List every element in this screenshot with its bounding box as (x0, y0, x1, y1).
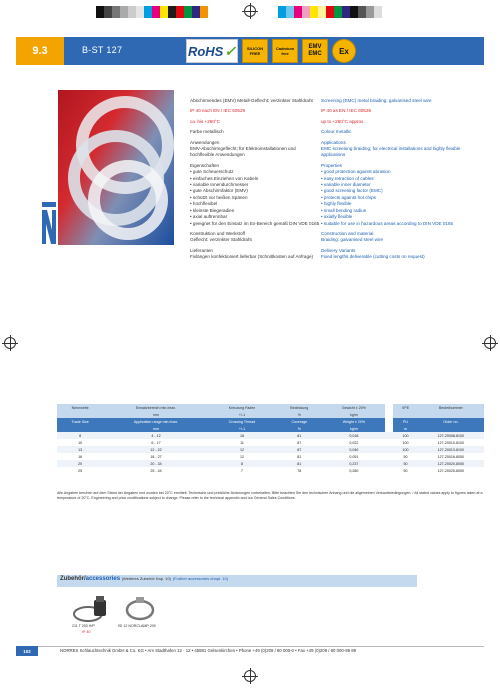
delivery-title-en: Delivery Variants (321, 247, 356, 253)
accessories-title: Zubehör/accessories (Weiteres Zubehör Kap. 10) (Further accessories chapt. 10) (60, 576, 229, 582)
footer-address: NORRES Schlauchtechnik GmbH & Co. KG • Am Stadthafen 12 - 12 • 45881 Gelsenkirchen • Phone +49 (0)209 / 80 000-0 • Fax +49 (0)209 / 80 000-99 99 (60, 648, 356, 653)
delivery-text-en: Fixed lengths deliverable (cutting costs on request) (321, 254, 425, 260)
table-row: 20 20 - 34 8 81 0,237 50 127-20020-8050 (57, 460, 484, 467)
list-item: • geeignet für den Einsatz im Ex-Bereich gemäß DIN VDE 0165 (190, 221, 320, 227)
list-item: • einfaches Einziehen von Kabeln (190, 176, 320, 182)
registration-mark-right (484, 337, 496, 349)
list-item: • axially flexible (321, 214, 481, 220)
norres-logo-icon (40, 200, 58, 246)
check-icon: ✓ (224, 42, 237, 59)
list-item: • good protection against abrasion (321, 169, 481, 175)
accessory-ip-1: IP 40 (82, 630, 91, 634)
description-de (190, 98, 320, 261)
silicon-free-badge: SILICON FREE (242, 39, 268, 63)
list-item: • highly flexible (321, 201, 481, 207)
list-item: • good screening factor (EMC) (321, 188, 481, 194)
color-bar-right (278, 6, 382, 18)
list-item: • protects against hot chips (321, 195, 481, 201)
table-row: 13 12 - 22 12 87 0,040 100 127-20013-8100 (57, 446, 484, 453)
list-item: • variable inner diameter (321, 182, 481, 188)
construction-text-de: Geflecht: verzinkter Stahldraht (190, 237, 252, 243)
list-item: • schützt vor heißen Spänen (190, 195, 320, 201)
color-de: Farbe metallisch (190, 129, 224, 135)
list-item: • variable Innendurchmesser (190, 182, 320, 188)
table-header-de: Nennweite Einsatzbereich min./max. Kreuzung Faden Bedeckung Gewicht ± 20% VPE Bestellnummer (57, 404, 484, 411)
page-number: 102 (16, 646, 38, 656)
construction-title-de: Konstruktion und Werkstoff (190, 230, 245, 236)
list-item: • kleinste Biegeradien (190, 208, 320, 214)
properties-list-en (321, 169, 481, 227)
rohs-badge: RoHS ✓ (186, 39, 238, 63)
delivery-text-de: Fixlängen konfektioniert lieferbar (Schnittkosten auf Anfrage) (190, 254, 314, 260)
description-en (321, 98, 481, 261)
table-header-en-units: mm +/-1 % kg/m m (57, 425, 484, 432)
title-de: Abschirmendes (EMV) Metall-Geflecht; verzinkter Stahldraht (190, 98, 313, 103)
ip-en: IP 40 as EN / IEC 60529 (321, 108, 371, 114)
registration-mark-top (244, 5, 256, 17)
badge-row (186, 39, 356, 63)
registration-mark-left (4, 337, 16, 349)
applications-text-en: EMC screening braiding; for electrical installations and highly flexible applications (321, 146, 461, 158)
properties-title-en: Properties (321, 162, 342, 168)
table-row: 10 6 - 17 11 87 0,022 100 127-20010-8100 (78, 440, 465, 445)
title-en: Screening (EMC) metal braiding; galvanised steel wire (321, 98, 432, 103)
technical-table (57, 404, 484, 474)
product-photo (58, 90, 174, 245)
fitting-icon (72, 594, 112, 624)
temp-de: ca. bis +250°C (190, 118, 221, 124)
properties-title-de: Eigenschaften (190, 162, 220, 168)
table-row: 16 18 - 27 12 81 0,051 50 127-20016-8050 (78, 454, 465, 459)
delivery-title-de: Lieferanten (190, 247, 213, 253)
registration-mark-bottom (244, 670, 256, 682)
table-row: 25 25 - 44 7 78 0,280 50 127-20025-8050 (78, 468, 465, 473)
table-row: 8 4 - 12 18 81 0,018 100 127-20008-8100 (57, 432, 484, 439)
construction-title-en: Construction and material (321, 230, 374, 236)
accessory-code-1: 211 T 293 H/P (72, 624, 95, 628)
color-bar-left (96, 6, 208, 18)
color-en: Colour metallic (321, 129, 352, 135)
list-item: • hochflexibel (190, 201, 320, 207)
product-code: B-ST 127 (82, 45, 123, 55)
emv-emc-badge: EMV EMC (302, 39, 328, 63)
clamp-icon (122, 594, 158, 624)
list-item: • gute Scheuerschutz (190, 169, 320, 175)
temp-en: up to +250°C approx. (321, 118, 365, 124)
table-header-de-units: mm +/-1 % kg/m (57, 411, 484, 418)
ex-badge: Ex (332, 39, 356, 63)
list-item: • suitable for use in hazardous areas according to DIN VDE 0165 (321, 221, 481, 227)
properties-list-de (190, 169, 320, 227)
table-header-en: Trade Size Application range min./max. Crossing Thread Coverage Weight ± 20% PU Order no. (57, 418, 484, 425)
construction-text-en: Braiding: galvanised steel wire (321, 237, 384, 243)
cadmium-free-badge: Cadmium free (272, 39, 298, 63)
list-item: • gute Abschirmfaktor (EMV) (190, 188, 320, 194)
ip-de: IP 40 nach EN / IEC 60529 (190, 108, 246, 114)
list-item: • axial auftrennbar (190, 214, 320, 220)
table-note: Alle Angaben beruhen auf dem Stand der Angaben und wurden bei 20°C ermittelt. Technische und preisliche Änderungen vorbehalten. Bitte beachten Sie den technischen Anhang und die allgemeinen Verkaufsbedingungen. / All stated values apply to figures taken at a temperature of 20°C. Engineering and price modifications subject to change. Please refer to the technical appendix and our General Sales Conditions. (57, 491, 483, 500)
applications-title-en: Applications (321, 139, 346, 145)
section-number: 9.3 (16, 37, 64, 65)
applications-title-de: Anwendungen (190, 139, 220, 145)
accessory-code-2: ISI 12 NORCLAMP 209 (118, 624, 156, 628)
applications-text-de: EMV-Abschirmgeflecht; für Elektroinstallationen und hochflexible Anwendungen (190, 146, 296, 158)
list-item: • easy retraction of cables (321, 176, 481, 182)
list-item: • small bending radius (321, 208, 481, 214)
